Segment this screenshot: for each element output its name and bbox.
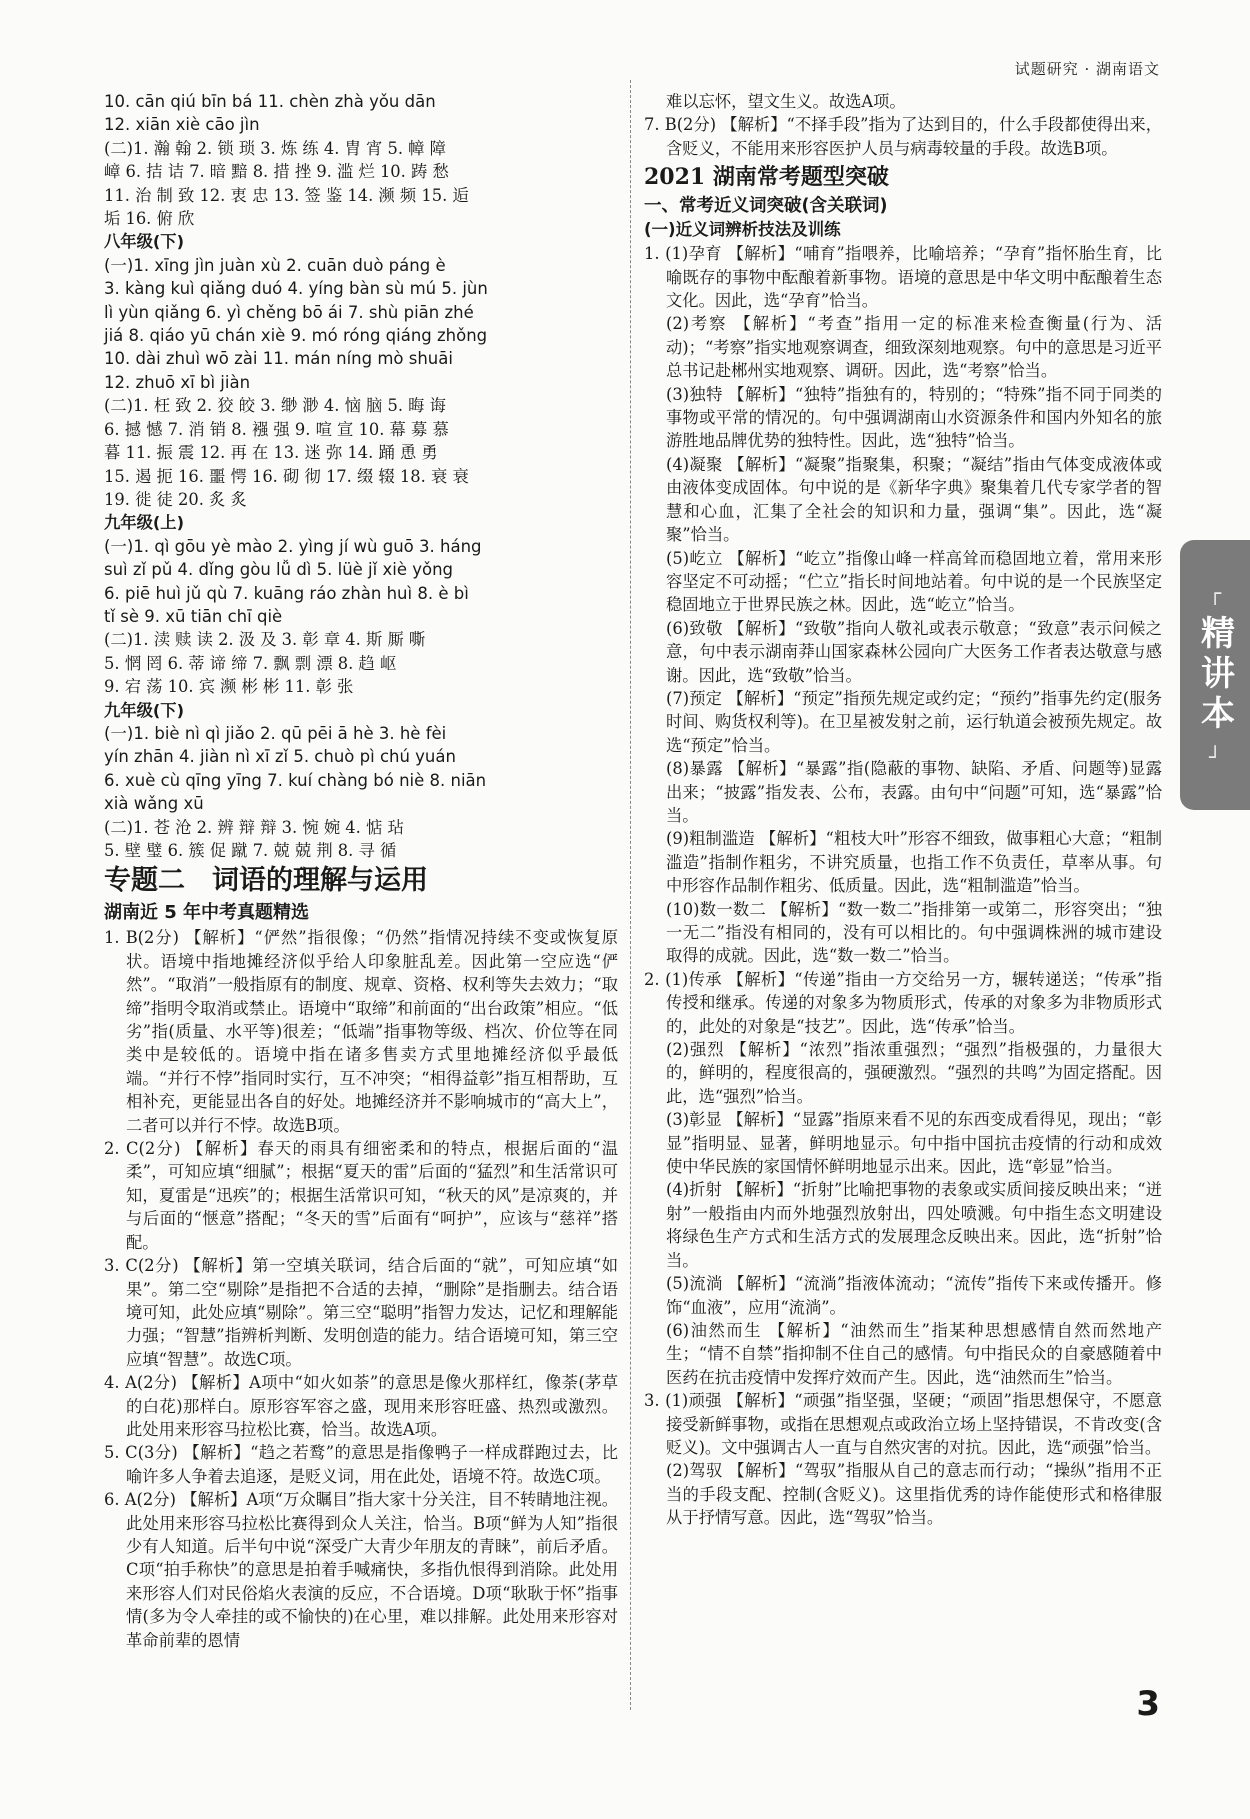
pinyin-block-3: [104, 535, 618, 629]
answer-line: 6. 撼 憾 7. 消 销 8. 襁 强 9. 喧 宣 10. 幕 募 慕: [104, 419, 449, 439]
answer-item: 1. (1)孕育 【解析】“哺育”指喂养，比喻培养；“孕育”指怀胎生育，比喻既存的事物中酝酿着新事物。语境的意思是中华文明中酝酿着生态文化。因此，选“孕育”恰当。: [644, 244, 1162, 311]
answer-line: 难以忘怀，望文生义。故选A项。: [666, 92, 906, 111]
answer-line: (二)1. 枉 致 2. 狡 皎 3. 缈 渺 4. 恼 脑 5. 晦 诲: [104, 396, 446, 416]
answer-subitem: (9)粗制滥造 【解析】“粗枝大叶”形容不细致，做事粗心大意；“粗制滥造”指制作粗劣，不讲究质量，也指工作不负责任，草率从事。句中形容作品制作粗劣、低质量。因此，选“粗制滥造”恰当。: [666, 829, 1162, 896]
answer-line: 12. zhuō xī bì jiàn: [104, 372, 251, 392]
answer-line: 19. 徙 徒 20. 炙 炙: [104, 489, 247, 509]
answer-line: xià wǎng xū: [104, 794, 204, 814]
pinyin-block-4: [104, 722, 618, 816]
answer-line: 10. dài zhuì wō zài 11. mán níng mò shuāi: [104, 349, 453, 369]
answer-subitem: (4)凝聚 【解析】“凝聚”指聚集，积聚；“凝结”指由气体变成液体或由液体变成固体。句中说的是《新华字典》聚集着几代专家学者的智慧和心血，汇集了全社会的知识和力量，强调“集”。因此，选“凝聚”恰当。: [666, 454, 1162, 545]
answer-subitem: (5)流淌 【解析】“流淌”指液体流动；“流传”指传下来或传播开。修饰“血液”，应用“流淌”。: [666, 1274, 1162, 1317]
answer-item: 3. (1)顽强 【解析】“顽强”指坚强，坚硬；“顽固”指思想保守，不愿意接受新鲜事物，或指在思想观点或政治立场上坚持错误，不肯改变(含贬义)。文中强调古人一直与自然灾害的对抗。因此，选“顽强”恰当。: [644, 1391, 1162, 1457]
pinyin-block-2: [104, 254, 618, 394]
tab-bracket-top: ┌: [1208, 581, 1222, 605]
answer-subitem: (3)彰显 【解析】“显露”指原来看不见的东西变成看得见，现出；“彰显”指明显、显著，鲜明地显示。句中指中国抗击疫情的行动和成效使中华民族的家国情怀鲜明地显示出来。因此，选“彰显”恰当。: [666, 1110, 1162, 1177]
answer-item: 2. C(2分) 【解析】春天的雨具有细密柔和的特点，根据后面的“温柔”，可知应填“细腻”；根据“夏天的雷”后面的“猛烈”和生活常识可知，夏雷是“迅疾”的；根据生活常识可知，“秋天的风”是凉爽的，并与后面的“惬意”搭配；“冬天的雪”后面有“呵护”，应该与“慈祥”搭配。: [104, 1139, 618, 1252]
answer-line: 垢 16. 俯 欣: [104, 209, 195, 229]
answer-item: 3. C(2分) 【解析】第一空填关联词，结合后面的“就”，可知应填“如果”。第二空“剔除”是指把不合适的去掉，“删除”是指删去。结合语境可知，此处应填“剔除”。第三空“聪明”指智力发达，记忆和理解能力强；“智慧”指辨析判断、发明创造的能力。结合语境可知，第三空应填“智慧”。故选C项。: [104, 1256, 618, 1369]
answer-subitem: (2)驾驭 【解析】“驾驭”指服从自己的意志而行动；“操纵”指用不正当的手段支配、控制(含贬义)。这里指优秀的诗作能使形式和格律服从于抒情写意。因此，选“驾驭”恰当。: [666, 1461, 1162, 1528]
answer-line: 5. 惘 罔 6. 蒂 谛 缔 7. 飘 剽 漂 8. 趋 岖: [104, 653, 397, 673]
left-column: [104, 90, 618, 1652]
page-number: 3: [1136, 1684, 1160, 1724]
answer-subitem: (4)折射 【解析】“折射”比喻把事物的表象或实质间接反映出来；“迸射”一般指由内而外地强烈放射出，四处喷溅。句中指生态文明建设将绿色生产方式和生活方式的发展理念反映出来。因此，选“折射”恰当。: [666, 1180, 1162, 1270]
answer-subitem: (3)独特 【解析】“独特”指独有的，特别的；“特殊”指不同于同类的事物或平常的情况的。句中强调湖南山水资源条件和国内外知名的旅游胜地品牌优势的独特性。因此，选“独特”恰当。: [666, 384, 1162, 451]
answer-line: (二)1. 苍 沧 2. 辨 辩 辩 3. 惋 婉 4. 惦 玷: [104, 817, 404, 837]
answer-line: (二)1. 瀚 翰 2. 锁 琐 3. 炼 练 4. 胄 宵 5. 幛 障: [104, 138, 446, 158]
grade-heading: 九年级(下): [104, 700, 185, 720]
answer-subitem: (8)暴露 【解析】“暴露”指(隐蔽的事物、缺陷、矛盾、问题等)显露出来；“披露”指发表、公布，表露。由句中“问题”可知，选“暴露”恰当。: [666, 759, 1162, 825]
tab-label: 精讲本: [1194, 615, 1235, 735]
answer-subitem: (6)油然而生 【解析】“油然而生”指某种思想感情自然而然地产生；“情不自禁”指抑制不住自己的感情。句中指民众的自豪感随着中医药在抗击疫情中发挥疗效而产生。因此，选“油然而生”恰当。: [666, 1320, 1162, 1387]
answer-line: yín zhān 4. jiàn nì xī zǐ 5. chuò pì chú yuán: [104, 747, 456, 767]
answer-line: jiá 8. qiáo yū chán xiè 9. mó róng qiáng zhǒng: [104, 326, 488, 346]
answer-line: 6. piē huì jǔ qù 7. kuāng ráo zhàn huì 8. è bì: [104, 583, 469, 603]
answer-line: 5. 壁 璧 6. 簇 促 蹴 7. 兢 兢 荆 8. 寻 循: [104, 841, 397, 860]
answer-line: lì yùn qiǎng 6. yì chěng bō ái 7. shù piān zhé: [104, 302, 474, 322]
answer-line: suì zǐ pǔ 4. dǐng gòu lǚ dì 5. lüè jǐ xiè yǒng: [104, 560, 454, 580]
answer-line: (一)1. qì gōu yè mào 2. yìng jí wù guō 3. háng: [104, 536, 482, 556]
page-header: 试题研究 · 湖南语文: [1014, 60, 1160, 78]
answer-line: 9. 宕 荡 10. 宾 濒 彬 彬 11. 彰 张: [104, 677, 354, 697]
topic-title: 专题二 词语的理解与运用: [104, 865, 428, 897]
answer-line: 6. xuè cù qīng yīng 7. kuí chàng bó niè 8. niān: [104, 770, 487, 790]
answer-line: tǐ sè 9. xū tiān chī qiè: [104, 606, 283, 626]
answer-item: 6. A(2分) 【解析】A项“万众瞩目”指大家十分关注，目不转睛地注视。此处用来形容马拉松比赛得到众人关注，恰当。B项“鲜为人知”指很少有人知道。后半句中说“深受广大青少年朋友的青睐”，前后矛盾。C项“拍手称快”的意思是拍着手喊痛快，多指仇恨得到消除。此处用来形容人们对民俗焰火表演的反应，不合语境。D项“耿耿于怀”指事情(多为令人牵挂的或不愉快的)在心里，难以排解。此处用来形容对革命前辈的恩情: [104, 1490, 618, 1650]
answer-subitem: (7)预定 【解析】“预定”指预先规定或约定；“预约”指事先约定(服务时间、购货权利等)。在卫星被发射之前，运行轨道会被预先规定。故选“预定”恰当。: [666, 688, 1162, 755]
answer-line: 暮 11. 振 震 12. 再 在 13. 迷 弥 14. 踊 恿 勇: [104, 443, 438, 463]
answer-item: 2. (1)传承 【解析】“传递”指由一方交给另一方，辗转递送；“传承”指传授和继承。传递的对象多为物质形式，传承的对象多为非物质形式的，此处的对象是“技艺”。因此，选“传承”恰当。: [644, 969, 1162, 1036]
answer-line: 3. kàng kuì qiǎng duó 4. yíng bàn sù mú 5. jùn: [104, 279, 488, 299]
section-subtitle: 一、常考近义词突破(含关联词): [644, 196, 888, 217]
answer-line: (一)1. xīng jìn juàn xù 2. cuān duò páng è: [104, 255, 446, 275]
section-tab: [1180, 540, 1250, 810]
answer-line: (一)1. biè nì qì jiǎo 2. qū pēi ā hè 3. hè fèi: [104, 723, 447, 743]
answer-line: 12. xiān xiè cāo jìn: [104, 115, 260, 135]
pinyin-block-1: [104, 90, 618, 137]
answer-item: 1. B(2分) 【解析】“俨然”指很像；“仍然”指情况持续不变或恢复原状。语境中指地摊经济似乎给人印象脏乱差。因此第一空应选“俨然”。“取消”一般指原有的制度、规章、资格、权利等失去效力；“取缔”指明令取消或禁止。语境中“取缔”和前面的“出台政策”相应。“低劣”指(质量、水平等)很差；“低端”指事物等级、档次、价位等在同类中是较低的。语境中指在诸多售卖方式里地摊经济似乎最低端。“并行不悖”指同时实行，互不冲突；“相得益彰”指互相帮助，互相补充，更能显出各自的好处。地摊经济并不影响城市的“高大上”，二者可以并行不悖。故选B项。: [104, 928, 618, 1135]
topic-subtitle: 湖南近 5 年中考真题精选: [104, 902, 310, 924]
answer-line: 嶂 6. 拮 诘 7. 暗 黯 8. 措 挫 9. 滥 烂 10. 踌 愁: [104, 162, 449, 182]
answer-item: 4. A(2分) 【解析】A项中“如火如荼”的意思是像火那样红，像荼(茅草的白花)那样白。原形容军容之盛，现用来形容旺盛、热烈或激烈。此处用来形容马拉松比赛，恰当。故选A项。: [104, 1373, 618, 1439]
answer-subitem: (6)致敬 【解析】“致敬”指向人敬礼或表示敬意；“致意”表示问候之意，句中表示湖南莽山国家森林公园向广大医务工作者表达敬意与感谢。因此，选“致敬”恰当。: [666, 618, 1162, 685]
answer-subitem: (10)数一数二 【解析】“数一数二”指排第一或第二，形容突出；“独一无二”指没有相同的，没有可以相比的。句中强调株洲的城市建设取得的成就。因此，选“数一数二”恰当。: [666, 899, 1162, 966]
answer-line: 11. 治 制 致 12. 衷 忠 13. 签 鉴 14. 濒 频 15. 逅: [104, 185, 469, 205]
answer-subitem: (2)考察 【解析】“考查”指用一定的标准来检查衡量(行为、活动)；“考察”指实地观察调查，细致深刻地观察。句中的意思是习近平总书记赴郴州实地观察、调研。因此，选“考察”恰当。: [666, 314, 1162, 381]
answer-item: 5. C(3分) 【解析】“趋之若鹜”的意思是指像鸭子一样成群跑过去，比喻许多人争着去追逐，是贬义词，用在此处，语境不符。故选C项。: [104, 1443, 618, 1486]
right-column: [644, 90, 1162, 1530]
tab-bracket-bottom: ┘: [1208, 745, 1222, 769]
answer-subitem: (2)强烈 【解析】“浓烈”指浓重强烈；“强烈”指极强的，力量很大的，鲜明的，程度很高的，强硬激烈。“强烈的共鸣”为固定搭配。因此，选“强烈”恰当。: [666, 1040, 1162, 1106]
answer-line: 10. cān qiú bīn bá 11. chèn zhà yǒu dān: [104, 92, 436, 111]
answer-line: (二)1. 渎 赎 读 2. 汲 及 3. 彰 章 4. 斯 厮 嘶: [104, 630, 426, 650]
grade-heading: 八年级(下): [104, 232, 185, 252]
answer-subitem: (5)屹立 【解析】“屹立”指像山峰一样高耸而稳固地立着，常用来形容坚定不可动摇；“伫立”指长时间地站着。句中说的是一个民族坚定稳固地立于世界民族之林。因此，选“屹立”恰当。: [666, 548, 1162, 615]
grade-heading: 九年级(上): [104, 513, 185, 533]
answer-line: 15. 遏 扼 16. 噩 愕 16. 砌 彻 17. 缀 辍 18. 衰 衰: [104, 466, 469, 486]
section-subsubtitle: (一)近义词辨析技法及训练: [644, 220, 841, 240]
answer-item: 7. B(2分) 【解析】“不择手段”指为了达到目的，什么手段都使得出来，含贬义，不能用来形容医护人员与病毒较量的手段。故选B项。: [644, 115, 1162, 158]
column-divider: [630, 80, 631, 1710]
section-title: 2021 湖南常考题型突破: [644, 164, 889, 191]
